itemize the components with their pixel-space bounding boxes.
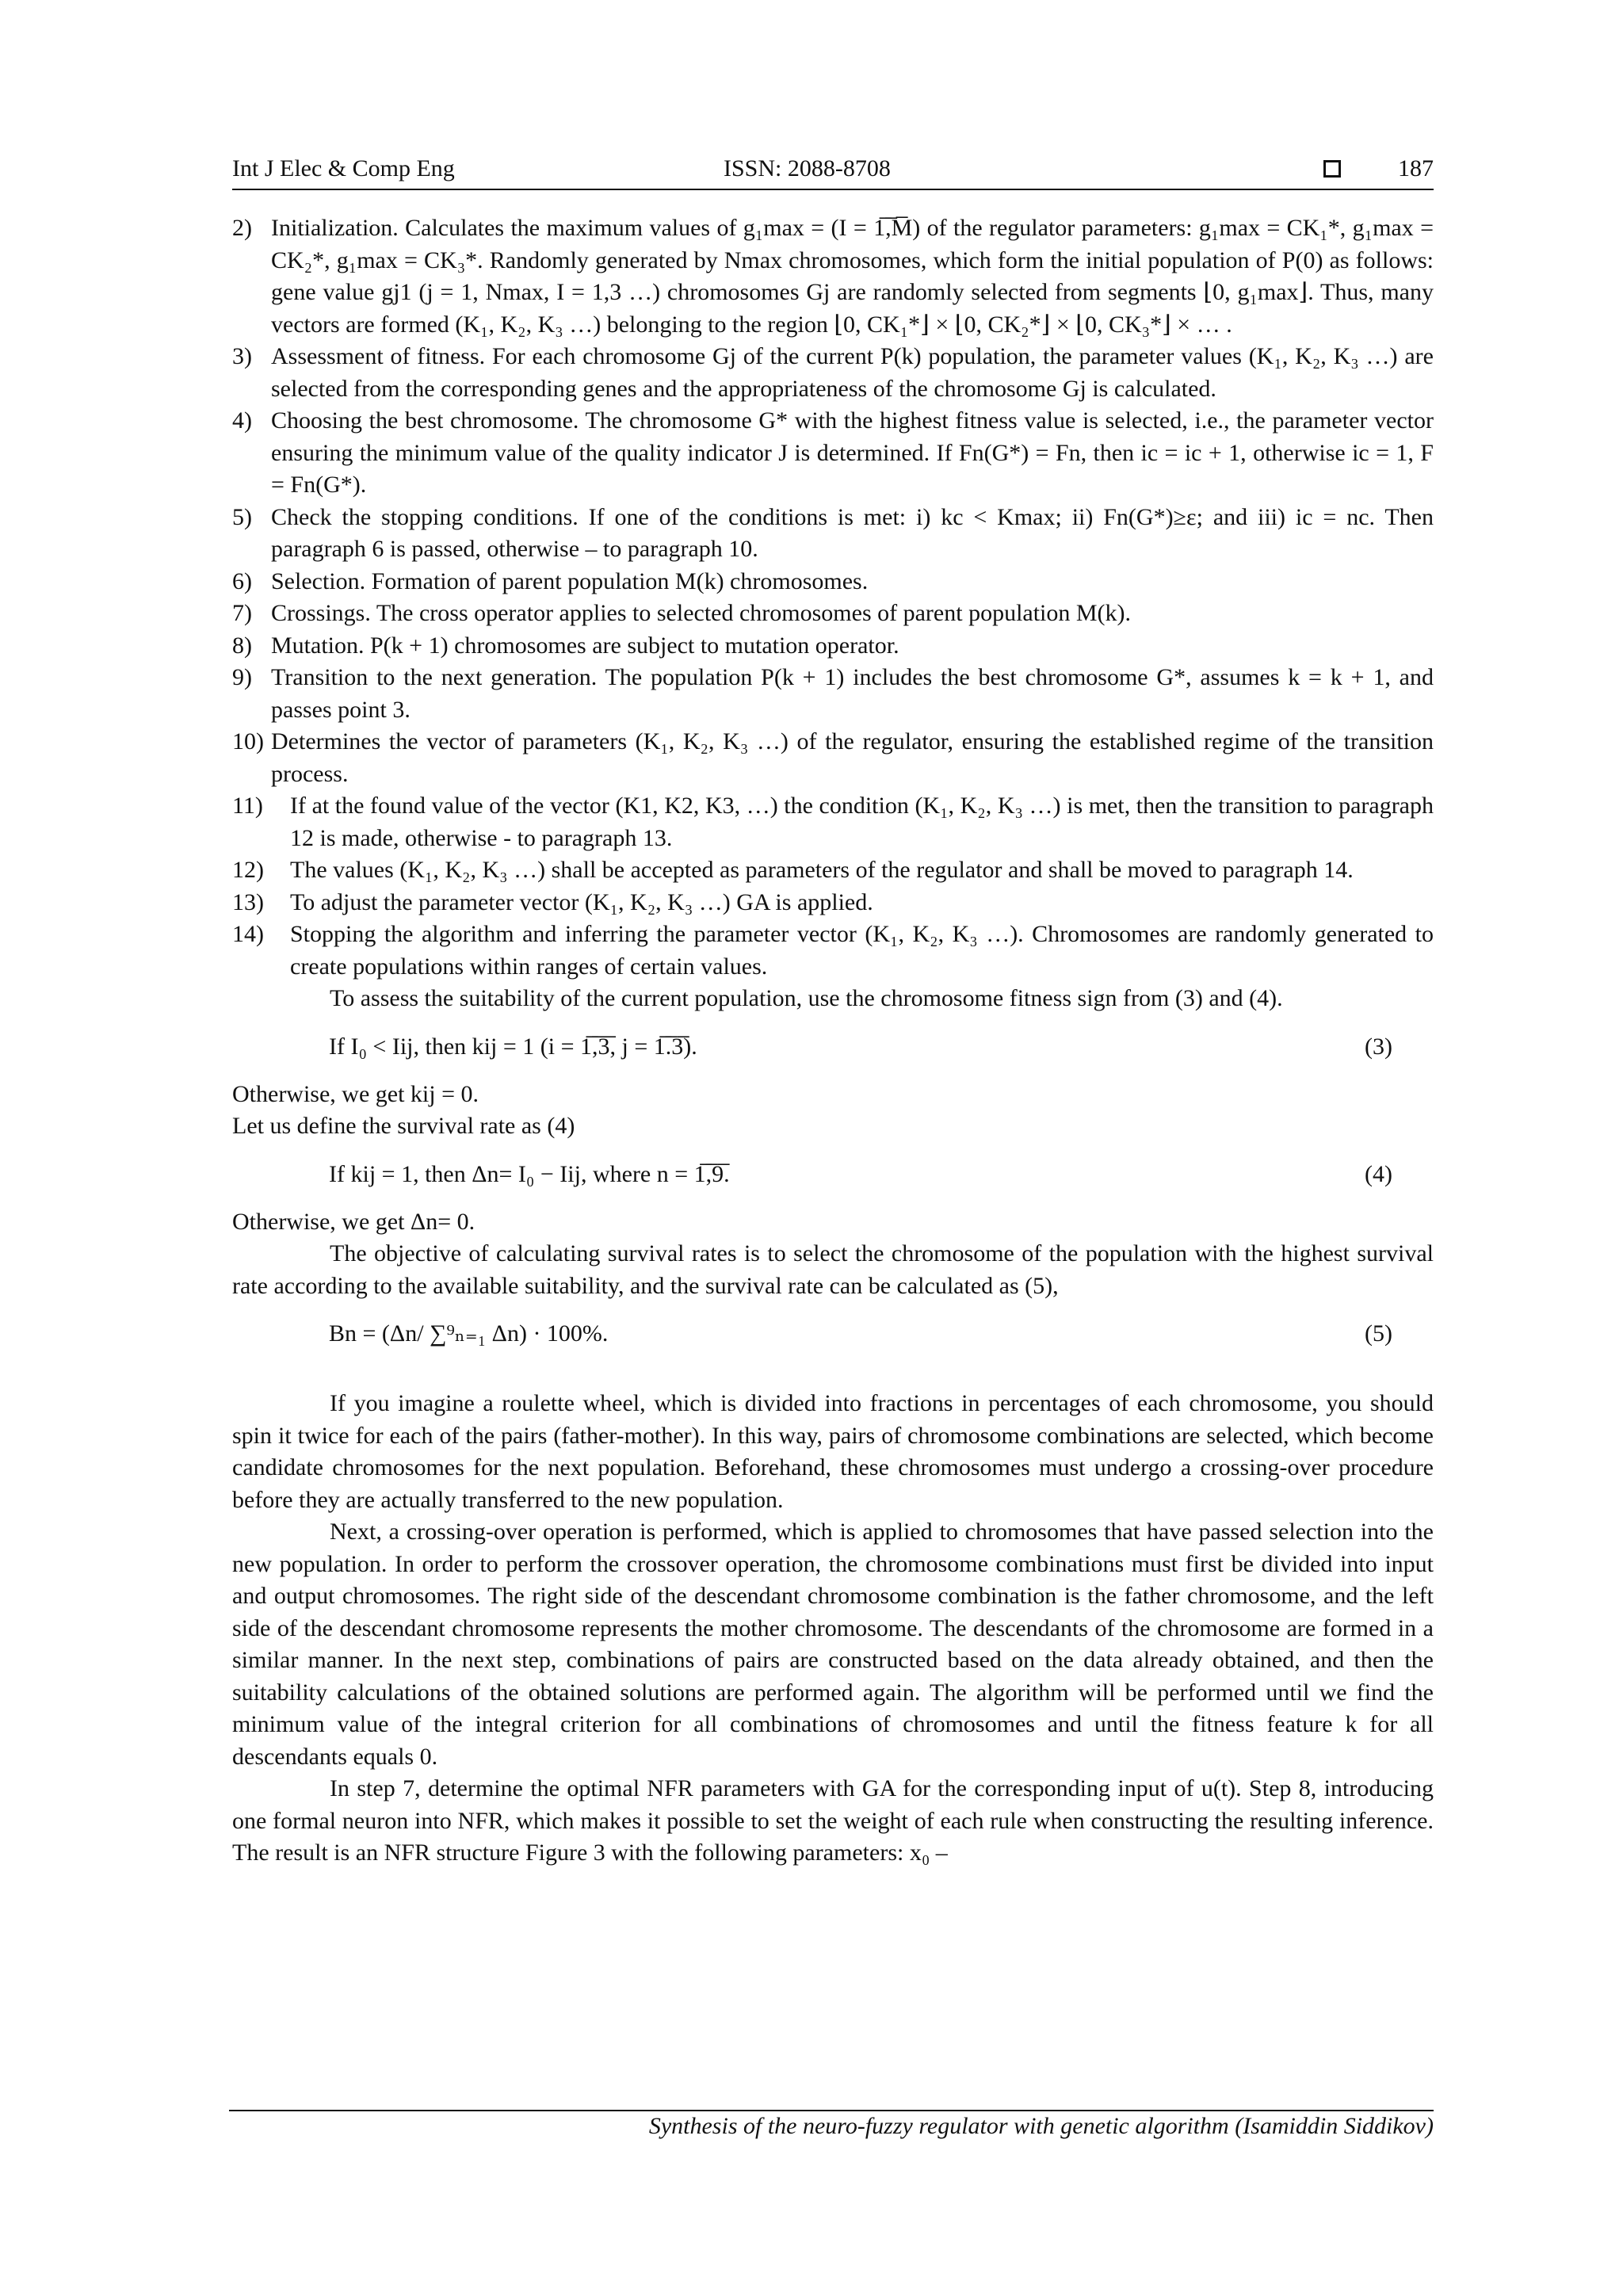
step-number: 11): [232, 793, 263, 819]
step-number: 2): [232, 215, 252, 241]
step-text: Crossings. The cross operator applies to selected chromosomes of parent population M(k).: [271, 600, 1132, 626]
running-footer: Synthesis of the neuro-fuzzy regulator with genetic algorithm (Isamiddin Siddikov): [648, 2113, 1434, 2139]
step-text: Transition to the next generation. The population P(k + 1) includes the best chromosome G*, assumes k = k + 1, and passes point 3.: [271, 664, 1434, 723]
list-item: [232, 405, 1434, 502]
step-number: 4): [232, 407, 252, 434]
step-number: 3): [232, 343, 252, 369]
step-number: 7): [232, 600, 252, 626]
step-number: 5): [232, 503, 252, 530]
equation-body: Bn = (Δn/ ∑⁹ₙ₌₁ Δn) · 100%.: [329, 1320, 609, 1347]
step-number: 13): [232, 888, 264, 915]
list-item: [232, 630, 1434, 663]
equation-body: If I₀ < Iij, then kij = 1 (i = 1̅,̅3̅, j = 1̅.̅3̅).: [329, 1033, 697, 1060]
header-rule: [232, 189, 1434, 190]
list-item: [232, 887, 1434, 919]
equation-number: (3): [1365, 1033, 1392, 1060]
page-number: 187: [1398, 155, 1434, 181]
equation-body: If kij = 1, then Δn= I₀ − Iij, where n = 1̅,̅9̅.: [329, 1160, 730, 1187]
list-item: [232, 919, 1434, 983]
equation-number: (4): [1365, 1160, 1392, 1187]
equation-number: (5): [1365, 1320, 1392, 1347]
text-line: Otherwise, we get Δn= 0.: [232, 1208, 475, 1235]
list-item: [232, 790, 1434, 854]
issn: ISSN: 2088-8708: [724, 155, 891, 181]
algorithm-steps: [232, 212, 1434, 983]
step-number: 8): [232, 632, 252, 659]
equation-3: [232, 1031, 1434, 1063]
step-text: Initialization. Calculates the maximum values of g₁max = (I = 1̅,̅M̅) of the regulator parameters: g₁max = CK₁*, g₁max = CK₂*, g₁max = CK₃*. Randomly generated by Nmax chromosomes, which form the initial population of P(0) as follows: gene value gj1 (j = 1, Nmax, I = 1,3 …) chromosomes Gj are randomly selected from segments ⌊0, g₁max⌋. Thus, many vectors are formed (K₁, K₂, K₃ …) belonging to the region ⌊0, CK₁*⌋ × ⌊0, CK₂*⌋ × ⌊0, CK₃*⌋ × … .: [271, 215, 1434, 338]
list-item: [232, 726, 1434, 790]
paragraph: The objective of calculating survival rates is to select the chromosome of the population with the highest survival rate according to the available suitability, and the survival rate can be calculated as (5),: [232, 1240, 1434, 1299]
step-text: To adjust the parameter vector (K₁, K₂, K₃ …) GA is applied.: [290, 888, 873, 915]
list-item: [232, 566, 1434, 598]
paragraph: If you imagine a roulette wheel, which is divided into fractions in percentages of each chromosome, you should spin it twice for each of the pairs (father-mother). In this way, pairs of chromosome combinations are selected, which become candidate chromosomes for the next population. Beforehand, these chromosomes must undergo a crossing-over procedure before they are actually transferred to the new population.: [232, 1390, 1434, 1513]
list-item: [232, 212, 1434, 341]
paragraph: In step 7, determine the optimal NFR parameters with GA for the corresponding input of u(t). Step 8, introducing one formal neuron into NFR, which makes it possible to set the weight of each rule when constructing the resulting inference. The result is an NFR structure Figure 3 with the following parameters: x₀ –: [232, 1775, 1434, 1866]
step-text: Mutation. P(k + 1) chromosomes are subject to mutation operator.: [271, 632, 899, 659]
page-body: [232, 212, 1434, 1870]
text-line: Let us define the survival rate as (4): [232, 1113, 575, 1139]
list-item: [232, 598, 1434, 630]
step-text: Selection. Formation of parent population M(k) chromosomes.: [271, 567, 869, 594]
running-header: [232, 155, 1434, 190]
journal-name: Int J Elec & Comp Eng: [232, 155, 455, 181]
step-text: Assessment of fitness. For each chromosome Gj of the current P(k) population, the parameter values (K₁, K₂, K₃ …) are selected from the corresponding genes and the appropriateness of the chromosome Gj is calculated.: [271, 343, 1434, 402]
square-bullet-icon: [1323, 160, 1341, 178]
list-item: [232, 854, 1434, 887]
step-number: 12): [232, 857, 264, 883]
step-number: 14): [232, 921, 264, 947]
step-number: 6): [232, 567, 252, 594]
step-text: Stopping the algorithm and inferring the parameter vector (K₁, K₂, K₃ …). Chromosomes are randomly generated to create populations within ranges of certain values.: [290, 921, 1434, 980]
text-line: Otherwise, we get kij = 0.: [232, 1080, 479, 1107]
equation-5: [232, 1318, 1434, 1350]
step-number: 10): [232, 728, 264, 755]
step-text: Check the stopping conditions. If one of the conditions is met: i) kc < Kmax; ii) Fn(G*)≥ε; and iii) ic = nc. Then paragraph 6 is passed, otherwise – to paragraph 10.: [271, 503, 1434, 562]
list-item: [232, 502, 1434, 566]
step-text: If at the found value of the vector (K1, K2, K3, …) the condition (K₁, K₂, K₃ …) is met, then the transition to paragraph 12 is made, otherwise - to paragraph 13.: [290, 793, 1434, 851]
footer-rule: [229, 2110, 1434, 2111]
list-item: [232, 662, 1434, 726]
step-text: The values (K₁, K₂, K₃ …) shall be accepted as parameters of the regulator and shall be moved to paragraph 14.: [290, 857, 1354, 883]
equation-4: [232, 1159, 1434, 1190]
paragraph: Next, a crossing-over operation is performed, which is applied to chromosomes that have passed selection into the new population. In order to perform the crossover operation, the chromosome combinations must first be divided into input and output chromosomes. The right side of the descendant chromosome combination is the father chromosome, and the left side of the descendant chromosome represents the mother chromosome. The descendants of the chromosome are formed in a similar manner. In the next step, combinations of pairs are constructed based on the data already obtained, and then the suitability calculations of the obtained solutions are performed again. The algorithm will be performed until we find the minimum value of the integral criterion for all combinations of chromosomes and until the fitness feature k for all descendants equals 0.: [232, 1519, 1434, 1770]
step-number: 9): [232, 664, 252, 690]
step-text: Choosing the best chromosome. The chromosome G* with the highest fitness value is selected, i.e., the parameter vector ensuring the minimum value of the quality indicator J is determined. If Fn(G*) = Fn, then ic = ic + 1, otherwise ic = 1, F = Fn(G*).: [271, 407, 1434, 498]
fitness-intro: To assess the suitability of the current population, use the chromosome fitness sign from (3) and (4).: [330, 985, 1283, 1011]
step-text: Determines the vector of parameters (K₁, K₂, K₃ …) of the regulator, ensuring the established regime of the transition process.: [271, 728, 1434, 787]
list-item: [232, 341, 1434, 405]
